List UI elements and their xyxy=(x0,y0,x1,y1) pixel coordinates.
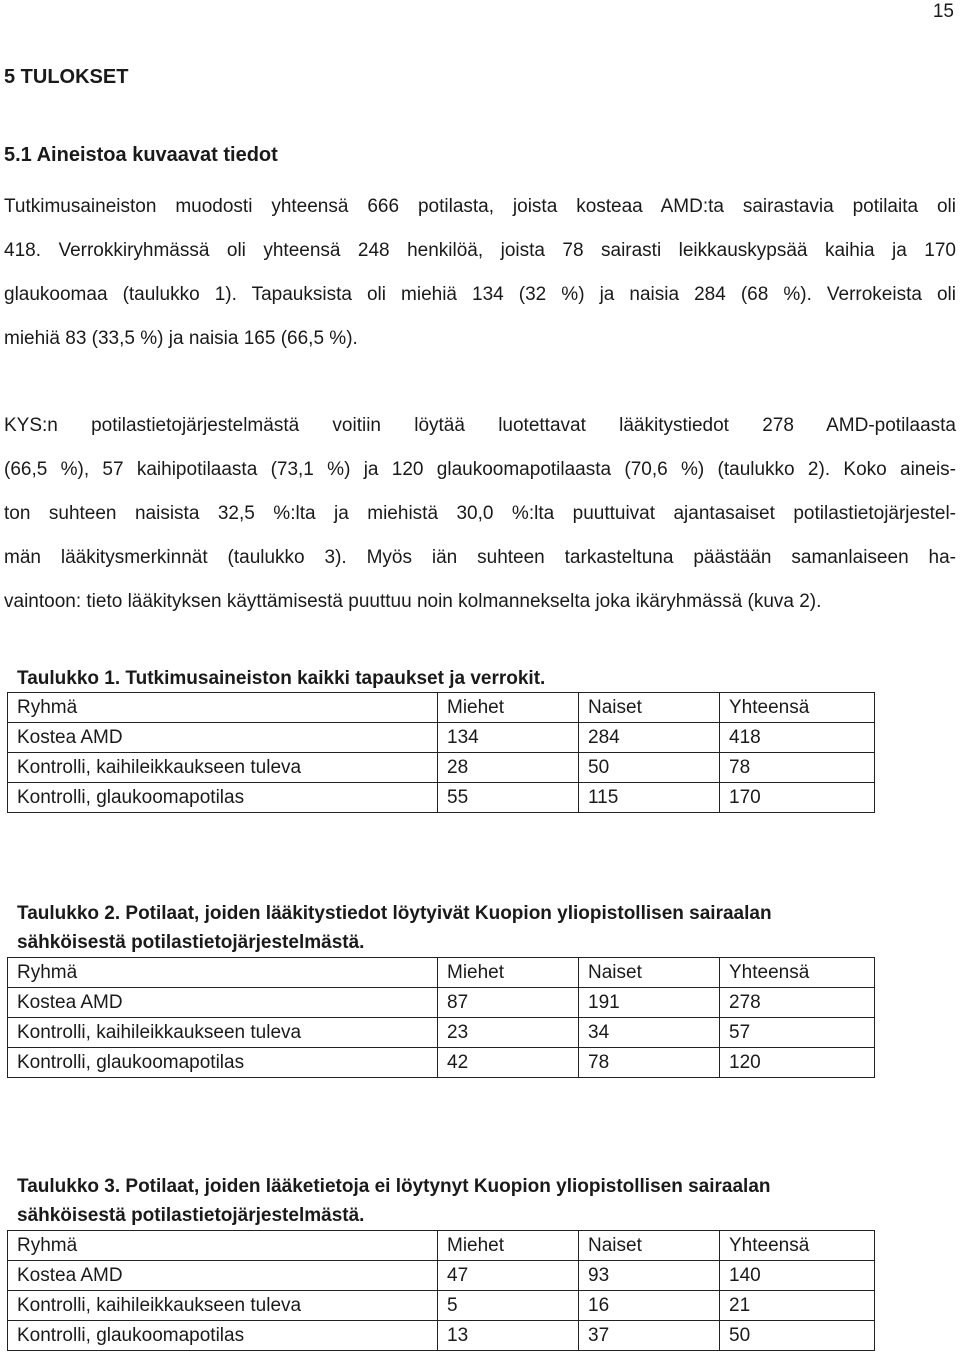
table-cell: 50 xyxy=(579,753,720,783)
table-row xyxy=(8,1018,875,1048)
table-cell: 78 xyxy=(720,753,875,783)
section-heading: 5 TULOKSET xyxy=(4,66,129,88)
header-cell: Naiset xyxy=(579,693,720,723)
table-cell: 93 xyxy=(579,1261,720,1291)
table-cell: Kontrolli, kaihileikkaukseen tuleva xyxy=(8,753,438,783)
table-cell: 47 xyxy=(438,1261,579,1291)
table-cell: 284 xyxy=(579,723,720,753)
header-cell: Yhteensä xyxy=(720,958,875,988)
header-cell: Ryhmä xyxy=(8,958,438,988)
table-row xyxy=(8,723,875,753)
paragraph-line: (66,5 %), 57 kaihipotilaasta (73,1 %) ja 120 glaukoomapotilaasta (70,6 %) (taulukko 2). Koko aineis- xyxy=(4,459,956,480)
header-cell: Miehet xyxy=(438,1231,579,1261)
paragraph-line: ton suhteen naisista 32,5 %:lta ja miehistä 30,0 %:lta puuttuivat ajantasaiset potilastietojärjestel- xyxy=(4,503,956,524)
table-cell: Kontrolli, glaukoomapotilas xyxy=(8,1048,438,1078)
header-cell: Yhteensä xyxy=(720,693,875,723)
table-cell: 134 xyxy=(438,723,579,753)
header-cell: Ryhmä xyxy=(8,693,438,723)
table-cell: 16 xyxy=(579,1291,720,1321)
header-cell: Miehet xyxy=(438,693,579,723)
header-cell: Naiset xyxy=(579,1231,720,1261)
table-header-row xyxy=(8,1231,875,1261)
table-row xyxy=(8,783,875,813)
paragraph-line: 418. Verrokkiryhmässä oli yhteensä 248 henkilöä, joista 78 sairasti leikkauskypsää kaihia ja 170 xyxy=(4,240,956,261)
table-row xyxy=(8,1291,875,1321)
table-cell: 115 xyxy=(579,783,720,813)
caption-line: Taulukko 2. Potilaat, joiden lääkitystiedot löytyivät Kuopion yliopistollisen sairaalan xyxy=(17,903,772,924)
table-cell: Kontrolli, kaihileikkaukseen tuleva xyxy=(8,1291,438,1321)
table-cell: 37 xyxy=(579,1321,720,1351)
table-cell: 78 xyxy=(579,1048,720,1078)
table-cell: 120 xyxy=(720,1048,875,1078)
table-cell: Kostea AMD xyxy=(8,1261,438,1291)
header-cell: Ryhmä xyxy=(8,1231,438,1261)
table-row xyxy=(8,1048,875,1078)
table-cell: 50 xyxy=(720,1321,875,1351)
table-cell: 13 xyxy=(438,1321,579,1351)
table-cell: 278 xyxy=(720,988,875,1018)
table-row xyxy=(8,1321,875,1351)
page-number: 15 xyxy=(932,1,954,22)
table-3 xyxy=(7,1230,875,1351)
table-cell: 140 xyxy=(720,1261,875,1291)
table-cell: 21 xyxy=(720,1291,875,1321)
table-cell: 57 xyxy=(720,1018,875,1048)
table-cell: 55 xyxy=(438,783,579,813)
paragraph-line: miehiä 83 (33,5 %) ja naisia 165 (66,5 %). xyxy=(4,328,358,349)
header-cell: Naiset xyxy=(579,958,720,988)
paragraph-1 xyxy=(4,185,956,361)
table-2-caption xyxy=(17,899,917,957)
subsection-heading: 5.1 Aineistoa kuvaavat tiedot xyxy=(4,144,278,166)
paragraph-line: vaintoon: tieto lääkityksen käyttämisestä puuttuu noin kolmannekselta joka ikäryhmässä (kuva 2). xyxy=(4,591,822,612)
table-cell: 191 xyxy=(579,988,720,1018)
caption-line: sähköisestä potilastietojärjestelmästä. xyxy=(17,1205,365,1226)
table-header-row xyxy=(8,693,875,723)
paragraph-line: män lääkitysmerkinnät (taulukko 3). Myös iän suhteen tarkasteltuna päästään samanlaiseen ha- xyxy=(4,547,956,568)
table-cell: 418 xyxy=(720,723,875,753)
paragraph-line: Tutkimusaineiston muodosti yhteensä 666 potilasta, joista kosteaa AMD:ta sairastavia potilaita oli xyxy=(4,196,956,217)
table-1-caption: Taulukko 1. Tutkimusaineiston kaikki tapaukset ja verrokit. xyxy=(17,668,546,689)
table-cell: Kontrolli, glaukoomapotilas xyxy=(8,783,438,813)
table-row xyxy=(8,1261,875,1291)
paragraph-2 xyxy=(4,404,956,624)
table-1 xyxy=(7,692,875,813)
table-2 xyxy=(7,957,875,1078)
table-cell: Kontrolli, kaihileikkaukseen tuleva xyxy=(8,1018,438,1048)
paragraph-line: KYS:n potilastietojärjestelmästä voitiin löytää luotettavat lääkitystiedot 278 AMD-potilaasta xyxy=(4,415,956,436)
table-cell: Kostea AMD xyxy=(8,988,438,1018)
table-row xyxy=(8,753,875,783)
table-header-row xyxy=(8,958,875,988)
table-cell: 42 xyxy=(438,1048,579,1078)
table-cell: 170 xyxy=(720,783,875,813)
header-cell: Yhteensä xyxy=(720,1231,875,1261)
table-cell: Kostea AMD xyxy=(8,723,438,753)
table-cell: Kontrolli, glaukoomapotilas xyxy=(8,1321,438,1351)
table-3-caption xyxy=(17,1172,917,1230)
caption-line: sähköisestä potilastietojärjestelmästä. xyxy=(17,932,365,953)
table-cell: 28 xyxy=(438,753,579,783)
paragraph-line: glaukoomaa (taulukko 1). Tapauksista oli miehiä 134 (32 %) ja naisia 284 (68 %). Verrokeista oli xyxy=(4,284,956,305)
table-cell: 23 xyxy=(438,1018,579,1048)
header-cell: Miehet xyxy=(438,958,579,988)
table-row xyxy=(8,988,875,1018)
table-cell: 34 xyxy=(579,1018,720,1048)
table-cell: 5 xyxy=(438,1291,579,1321)
table-cell: 87 xyxy=(438,988,579,1018)
caption-line: Taulukko 3. Potilaat, joiden lääketietoja ei löytynyt Kuopion yliopistollisen sairaalan xyxy=(17,1176,771,1197)
